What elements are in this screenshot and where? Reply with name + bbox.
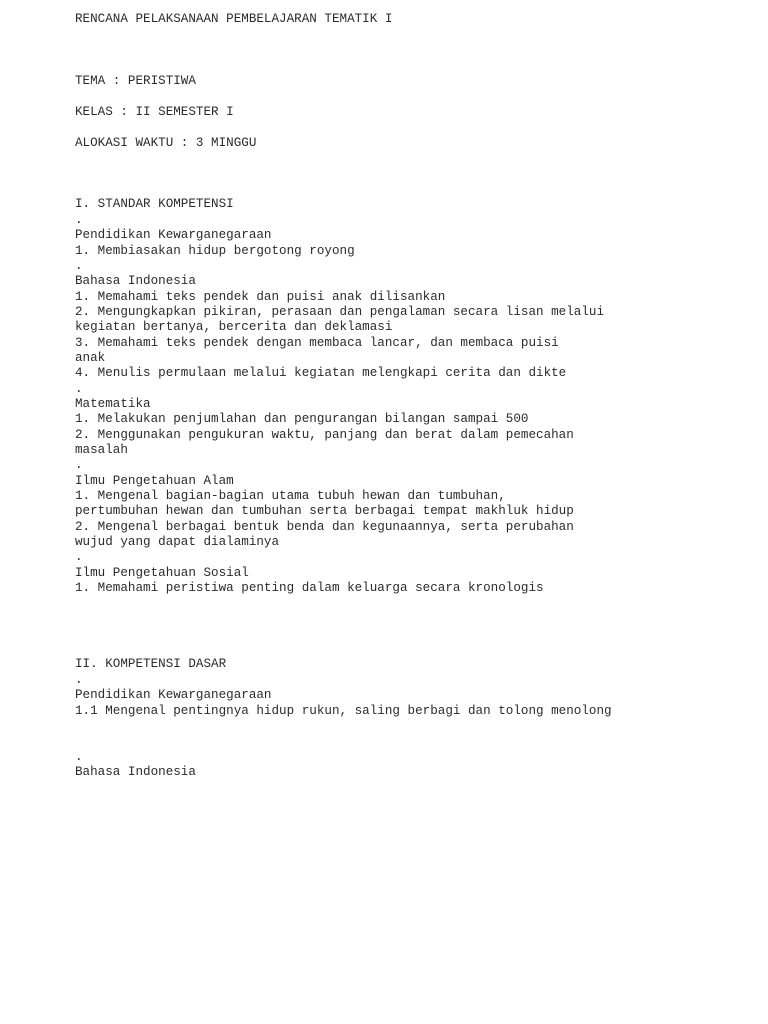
text-line: .: [75, 750, 83, 764]
text-line: .: [75, 458, 83, 472]
document-title: RENCANA PELAKSANAAN PEMBELAJARAN TEMATIK I: [75, 12, 393, 26]
text-line: 1. Melakukan penjumlahan dan pengurangan bilangan sampai 500: [75, 412, 529, 426]
subject-heading: Pendidikan Kewarganegaraan: [75, 688, 272, 702]
text-line: anak: [75, 351, 106, 365]
text-line: 1. Memahami teks pendek dan puisi anak dilisankan: [75, 290, 446, 304]
text-line: 2. Menggunakan pengukuran waktu, panjang dan berat dalam pemecahan: [75, 428, 574, 442]
text-line: 1.1 Mengenal pentingnya hidup rukun, saling berbagi dan tolong menolong: [75, 704, 612, 718]
text-line: wujud yang dapat dialaminya: [75, 535, 280, 549]
text-line: .: [75, 550, 83, 564]
text-line: 1. Memahami peristiwa penting dalam keluarga secara kronologis: [75, 581, 544, 595]
subject-heading: Ilmu Pengetahuan Sosial: [75, 566, 249, 580]
alokasi-line: ALOKASI WAKTU : 3 MINGGU: [75, 136, 257, 150]
text-line: .: [75, 259, 83, 273]
kelas-line: KELAS : II SEMESTER I: [75, 105, 234, 119]
text-line: .: [75, 213, 83, 227]
section-heading-kompetensi-dasar: II. KOMPETENSI DASAR: [75, 657, 227, 671]
text-line: pertumbuhan hewan dan tumbuhan serta berbagai tempat makhluk hidup: [75, 504, 574, 518]
text-line: .: [75, 673, 83, 687]
subject-heading: Bahasa Indonesia: [75, 765, 196, 779]
section-heading-standar-kompetensi: I. STANDAR KOMPETENSI: [75, 197, 234, 211]
subject-heading: Matematika: [75, 397, 151, 411]
text-line: 1. Membiasakan hidup bergotong royong: [75, 244, 355, 258]
text-line: masalah: [75, 443, 128, 457]
text-line: 3. Memahami teks pendek dengan membaca lancar, dan membaca puisi: [75, 336, 559, 350]
tema-line: TEMA : PERISTIWA: [75, 74, 196, 88]
subject-heading: Pendidikan Kewarganegaraan: [75, 228, 272, 242]
text-line: 4. Menulis permulaan melalui kegiatan melengkapi cerita dan dikte: [75, 366, 567, 380]
text-line: .: [75, 382, 83, 396]
subject-heading: Ilmu Pengetahuan Alam: [75, 474, 234, 488]
subject-heading: Bahasa Indonesia: [75, 274, 196, 288]
text-line: kegiatan bertanya, bercerita dan deklamasi: [75, 320, 393, 334]
text-line: 2. Mengungkapkan pikiran, perasaan dan pengalaman secara lisan melalui: [75, 305, 605, 319]
text-line: 1. Mengenal bagian-bagian utama tubuh hewan dan tumbuhan,: [75, 489, 506, 503]
text-line: 2. Mengenal berbagai bentuk benda dan kegunaannya, serta perubahan: [75, 520, 574, 534]
